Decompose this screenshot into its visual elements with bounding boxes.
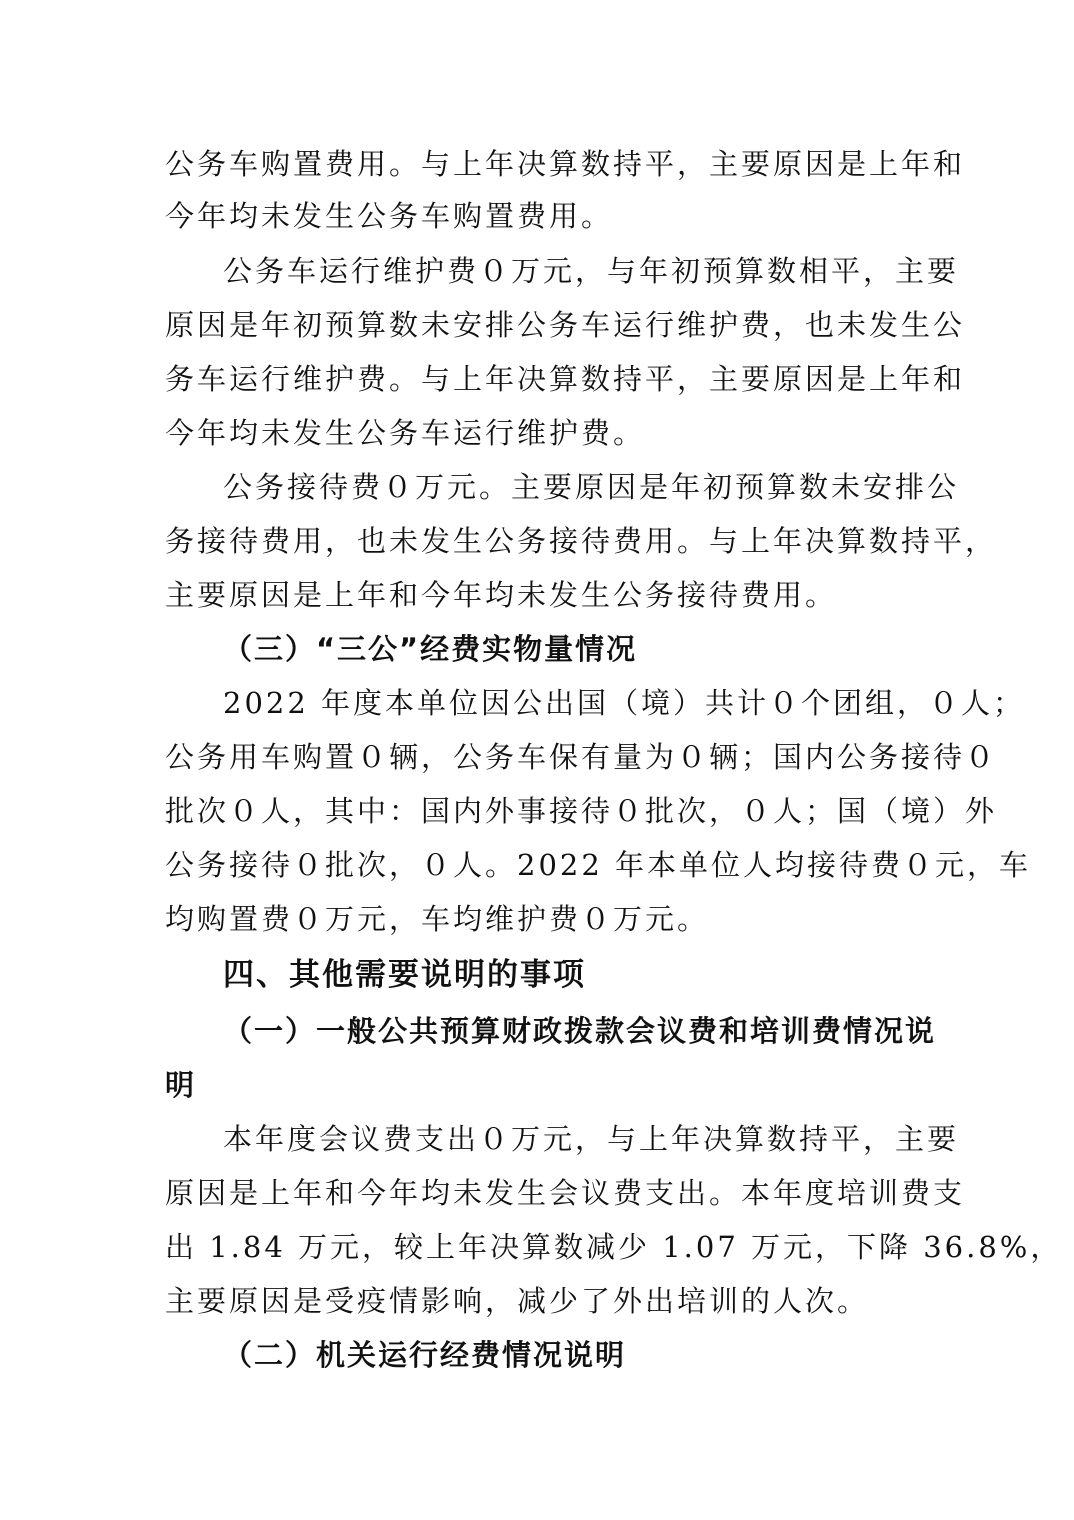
section-heading: （二）机关运行经费情况说明 — [223, 1338, 627, 1372]
body-line: 出 1.84 万元，较上年决算数减少 1.07 万元，下降 36.8%， — [165, 1230, 1063, 1264]
body-line: 主要原因是受疫情影响，减少了外出培训的人次。 — [165, 1284, 870, 1318]
body-line: 原因是年初预算数未安排公务车运行维护费，也未发生公 — [165, 308, 966, 342]
body-line: 原因是上年和今年均未发生会议费支出。本年度培训费支 — [165, 1176, 966, 1210]
body-line: 务车运行维护费。与上年决算数持平，主要原因是上年和 — [165, 362, 966, 396]
chapter-heading: 四、其他需要说明的事项 — [223, 957, 586, 993]
paragraph-start: 本年度会议费支出０万元，与上年决算数持平，主要 — [223, 1122, 960, 1156]
body-line: 今年均未发生公务车运行维护费。 — [165, 416, 646, 450]
section-heading-cont: 明 — [165, 1068, 197, 1102]
paragraph-start: 2022 年度本单位因公出国（境）共计０个团组，０人； — [223, 686, 1026, 720]
section-heading: （三）“三公”经费实物量情况 — [223, 632, 638, 666]
section-heading: （一）一般公共预算财政拨款会议费和培训费情况说 — [223, 1014, 937, 1048]
paragraph-start: 公务车运行维护费０万元，与年初预算数相平，主要 — [223, 254, 960, 288]
body-line: 务接待费用，也未发生公务接待费用。与上年决算数持平， — [165, 524, 998, 558]
body-line: 公务用车购置０辆，公务车保有量为０辆；国内公务接待０ — [165, 740, 998, 774]
body-line: 批次０人，其中：国内外事接待０批次，０人；国（境）外 — [165, 794, 998, 828]
body-line: 今年均未发生公务车购置费用。 — [165, 199, 614, 233]
body-line: 均购置费０万元，车均维护费０万元。 — [165, 902, 710, 936]
paragraph-start: 公务接待费０万元。主要原因是年初预算数未安排公 — [223, 470, 960, 504]
body-line: 公务接待０批次，０人。2022 年本单位人均接待费０元，车 — [165, 848, 1032, 882]
body-line: 主要原因是上年和今年均未发生公务接待费用。 — [165, 578, 838, 612]
body-line: 公务车购置费用。与上年决算数持平，主要原因是上年和 — [165, 147, 966, 181]
